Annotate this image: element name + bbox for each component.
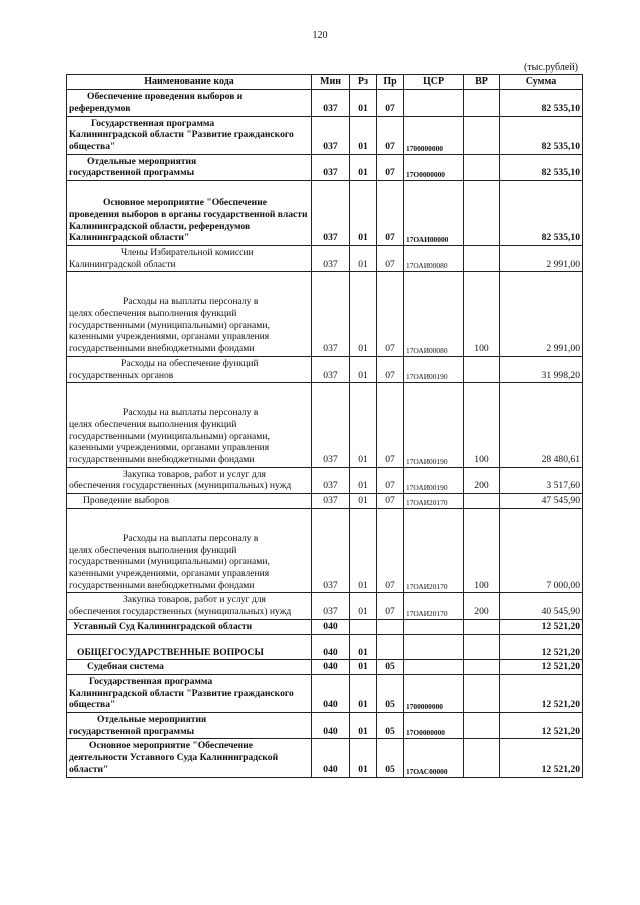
- row-name-first-line: Расходы на обеспечение функций: [121, 357, 259, 369]
- row-csr: [404, 634, 464, 660]
- row-name-first-line: Обеспечение проведения выборов и: [87, 91, 243, 103]
- table-row: [67, 90, 583, 116]
- row-rz: 01: [350, 739, 377, 777]
- row-min: 037: [312, 90, 350, 116]
- row-rz: 01: [350, 467, 377, 493]
- row-min: 037: [312, 383, 350, 468]
- header-vr: ВР: [464, 75, 500, 90]
- row-sum: 12 521,20: [500, 713, 583, 739]
- row-name-first-line: Основное мероприятие "Обеспечение: [89, 740, 253, 752]
- row-name-first-line: Отдельные мероприятия: [87, 155, 197, 167]
- row-name: [67, 739, 312, 777]
- row-name-continuation: проведения выборов в органы государственной власти Калининградской области, референдумов Калининградской области": [69, 208, 308, 244]
- row-min: 037: [312, 593, 350, 619]
- row-name-first-line: Уставный Суд Калининградской области: [73, 620, 253, 632]
- table-row: [67, 181, 583, 246]
- row-rz: 01: [350, 116, 377, 154]
- row-csr: 17ОАИ00190: [404, 383, 464, 468]
- row-name-first-line: Члены Избирательной комиссии: [121, 246, 254, 258]
- row-pr: 05: [377, 713, 404, 739]
- row-sum: 12 521,20: [500, 739, 583, 777]
- row-sum: 82 535,10: [500, 90, 583, 116]
- row-rz: 01: [350, 245, 377, 271]
- row-vr: [464, 494, 500, 509]
- row-min: 037: [312, 245, 350, 271]
- row-name: [67, 634, 312, 660]
- row-sum: 12 521,20: [500, 619, 583, 634]
- row-pr: 05: [377, 674, 404, 712]
- row-pr: 07: [377, 245, 404, 271]
- row-rz: 01: [350, 272, 377, 357]
- row-csr: 17ОАИ00190: [404, 467, 464, 493]
- row-min: 037: [312, 494, 350, 509]
- row-rz: 01: [350, 660, 377, 675]
- row-vr: 100: [464, 508, 500, 593]
- row-min: 037: [312, 181, 350, 246]
- row-vr: [464, 660, 500, 675]
- table-row: [67, 739, 583, 777]
- row-name: [67, 154, 312, 180]
- row-pr: 07: [377, 494, 404, 509]
- row-min: 037: [312, 116, 350, 154]
- row-min: 040: [312, 660, 350, 675]
- row-vr: [464, 116, 500, 154]
- row-name-first-line: Расходы на выплаты персоналу в: [123, 407, 259, 419]
- table-row: [67, 272, 583, 357]
- row-rz: 01: [350, 494, 377, 509]
- row-pr: 05: [377, 739, 404, 777]
- row-name: [67, 467, 312, 493]
- row-name-first-line: Закупка товаров, работ и услуг для: [123, 594, 266, 606]
- row-vr: 100: [464, 383, 500, 468]
- row-name-first-line: Судебная система: [87, 661, 164, 673]
- row-vr: 200: [464, 467, 500, 493]
- row-csr: 17О0000000: [404, 154, 464, 180]
- row-pr: 07: [377, 116, 404, 154]
- header-rz: Рз: [350, 75, 377, 90]
- row-name: [67, 674, 312, 712]
- row-pr: 07: [377, 356, 404, 382]
- row-csr: 17ОАИ00190: [404, 356, 464, 382]
- row-vr: [464, 713, 500, 739]
- budget-table: [66, 74, 583, 778]
- row-min: 037: [312, 272, 350, 357]
- row-pr: [377, 619, 404, 634]
- row-pr: [377, 634, 404, 660]
- row-name-first-line: Расходы на выплаты персоналу в: [123, 296, 259, 308]
- row-min: 040: [312, 619, 350, 634]
- row-name-continuation: государственной программы: [69, 725, 195, 737]
- table-row: [67, 467, 583, 493]
- row-rz: 01: [350, 593, 377, 619]
- header-sum: Сумма: [500, 75, 583, 90]
- row-vr: [464, 356, 500, 382]
- table-row: [67, 154, 583, 180]
- row-csr: 1700000000: [404, 674, 464, 712]
- row-min: 040: [312, 674, 350, 712]
- row-rz: 01: [350, 356, 377, 382]
- row-min: 040: [312, 739, 350, 777]
- row-pr: 07: [377, 593, 404, 619]
- header-name: Наименование кода: [67, 75, 312, 90]
- row-csr: 17ОАИ00000: [404, 181, 464, 246]
- row-pr: 07: [377, 154, 404, 180]
- row-name: [67, 619, 312, 634]
- table-row: [67, 116, 583, 154]
- row-csr: 17ОАС00000: [404, 739, 464, 777]
- units-label: (тыс.рублей): [523, 62, 578, 73]
- row-sum: 82 535,10: [500, 116, 583, 154]
- row-vr: [464, 181, 500, 246]
- row-name-first-line: Проведение выборов: [83, 495, 169, 507]
- table-row: [67, 356, 583, 382]
- row-sum: 47 545,90: [500, 494, 583, 509]
- row-pr: 07: [377, 383, 404, 468]
- row-sum: 3 517,60: [500, 467, 583, 493]
- row-name: [67, 245, 312, 271]
- row-min: 037: [312, 508, 350, 593]
- row-rz: 01: [350, 674, 377, 712]
- row-name: [67, 356, 312, 382]
- row-rz: [350, 619, 377, 634]
- table-row: [67, 245, 583, 271]
- row-csr: 1700000000: [404, 116, 464, 154]
- row-csr: 17ОАИ20170: [404, 494, 464, 509]
- row-rz: 01: [350, 154, 377, 180]
- row-name: [67, 593, 312, 619]
- row-name: [67, 116, 312, 154]
- row-rz: 01: [350, 713, 377, 739]
- row-min: 037: [312, 154, 350, 180]
- row-vr: [464, 154, 500, 180]
- table-row: [67, 383, 583, 468]
- row-pr: 07: [377, 272, 404, 357]
- row-rz: 01: [350, 90, 377, 116]
- row-csr: [404, 660, 464, 675]
- row-pr: 07: [377, 508, 404, 593]
- row-sum: 7 000,00: [500, 508, 583, 593]
- table-header-row: [67, 75, 583, 90]
- header-pr: Пр: [377, 75, 404, 90]
- row-name-first-line: Государственная программа: [91, 117, 215, 129]
- row-name: [67, 90, 312, 116]
- row-csr: 17ОАИ20170: [404, 508, 464, 593]
- row-sum: 82 535,10: [500, 181, 583, 246]
- row-csr: [404, 619, 464, 634]
- row-pr: 07: [377, 90, 404, 116]
- row-sum: 12 521,20: [500, 674, 583, 712]
- row-min: 037: [312, 356, 350, 382]
- row-vr: [464, 619, 500, 634]
- row-name: [67, 660, 312, 675]
- row-sum: 28 480,61: [500, 383, 583, 468]
- row-sum: 2 991,00: [500, 272, 583, 357]
- row-name-continuation: Калининградской области "Развитие гражданского общества": [69, 129, 294, 152]
- row-name-continuation: обеспечения государственных (муниципальных) нужд: [69, 606, 292, 618]
- row-name: [67, 508, 312, 593]
- row-vr: 100: [464, 272, 500, 357]
- row-name: [67, 181, 312, 246]
- row-sum: 82 535,10: [500, 154, 583, 180]
- row-name-continuation: Калининградской области: [69, 258, 176, 270]
- row-vr: [464, 90, 500, 116]
- row-name-continuation: Калининградской области "Развитие гражданского общества": [69, 687, 294, 711]
- row-csr: [404, 90, 464, 116]
- row-pr: 07: [377, 467, 404, 493]
- page-number: 120: [312, 30, 328, 41]
- table-row: [67, 619, 583, 634]
- row-name-continuation: государственных органов: [69, 369, 174, 381]
- row-csr: 17ОАИ20170: [404, 593, 464, 619]
- row-name-first-line: ОБЩЕГОСУДАРСТВЕННЫЕ ВОПРОСЫ: [77, 646, 264, 658]
- row-name-continuation: целях обеспечения выполнения функций государственными (муниципальными) органами, казенными учреждениями, органами управления государственными внебюджетными фондами: [69, 544, 270, 591]
- table-row: [67, 508, 583, 593]
- row-rz: 01: [350, 634, 377, 660]
- row-rz: 01: [350, 383, 377, 468]
- header-min: Мин: [312, 75, 350, 90]
- row-sum: 12 521,20: [500, 660, 583, 675]
- row-vr: [464, 739, 500, 777]
- row-pr: 05: [377, 660, 404, 675]
- row-min: 040: [312, 713, 350, 739]
- row-name-continuation: целях обеспечения выполнения функций государственными (муниципальными) органами, казенными учреждениями, органами управления государственными внебюджетными фондами: [69, 418, 270, 466]
- row-name: [67, 272, 312, 357]
- row-min: 040: [312, 634, 350, 660]
- row-rz: 01: [350, 508, 377, 593]
- row-name: [67, 494, 312, 509]
- row-name-continuation: деятельности Уставного Суда Калининградской области": [69, 752, 279, 775]
- header-csr: ЦСР: [404, 75, 464, 90]
- table-row: [67, 713, 583, 739]
- row-name-first-line: Закупка товаров, работ и услуг для: [123, 468, 266, 480]
- row-vr: [464, 245, 500, 271]
- row-sum: 2 991,00: [500, 245, 583, 271]
- row-name-continuation: целях обеспечения выполнения функций государственными (муниципальными) органами, казенными учреждениями, органами управления государственными внебюджетными фондами: [69, 308, 270, 355]
- table-row: [67, 593, 583, 619]
- row-name-first-line: Расходы на выплаты персоналу в: [123, 532, 259, 544]
- row-name-first-line: Государственная программа: [89, 675, 213, 687]
- row-name-first-line: Основное мероприятие "Обеспечение: [103, 197, 267, 209]
- row-name-first-line: Отдельные мероприятия: [97, 714, 207, 726]
- table-row: [67, 494, 583, 509]
- row-min: 037: [312, 467, 350, 493]
- row-name-continuation: обеспечения государственных (муниципальных) нужд: [69, 480, 292, 492]
- row-sum: 31 998,20: [500, 356, 583, 382]
- table-row: [67, 674, 583, 712]
- row-csr: 17О0000000: [404, 713, 464, 739]
- row-name-continuation: референдумов: [69, 102, 131, 114]
- table-row: [67, 634, 583, 660]
- row-name: [67, 383, 312, 468]
- row-sum: 40 545,90: [500, 593, 583, 619]
- row-pr: 07: [377, 181, 404, 246]
- row-name: [67, 713, 312, 739]
- row-name-continuation: государственной программы: [69, 167, 195, 179]
- row-csr: 17ОАИ00080: [404, 272, 464, 357]
- row-vr: [464, 634, 500, 660]
- row-rz: 01: [350, 181, 377, 246]
- row-vr: [464, 674, 500, 712]
- table-body: [67, 90, 583, 777]
- table-row: [67, 660, 583, 675]
- row-sum: 12 521,20: [500, 634, 583, 660]
- row-csr: 17ОАИ00080: [404, 245, 464, 271]
- row-vr: 200: [464, 593, 500, 619]
